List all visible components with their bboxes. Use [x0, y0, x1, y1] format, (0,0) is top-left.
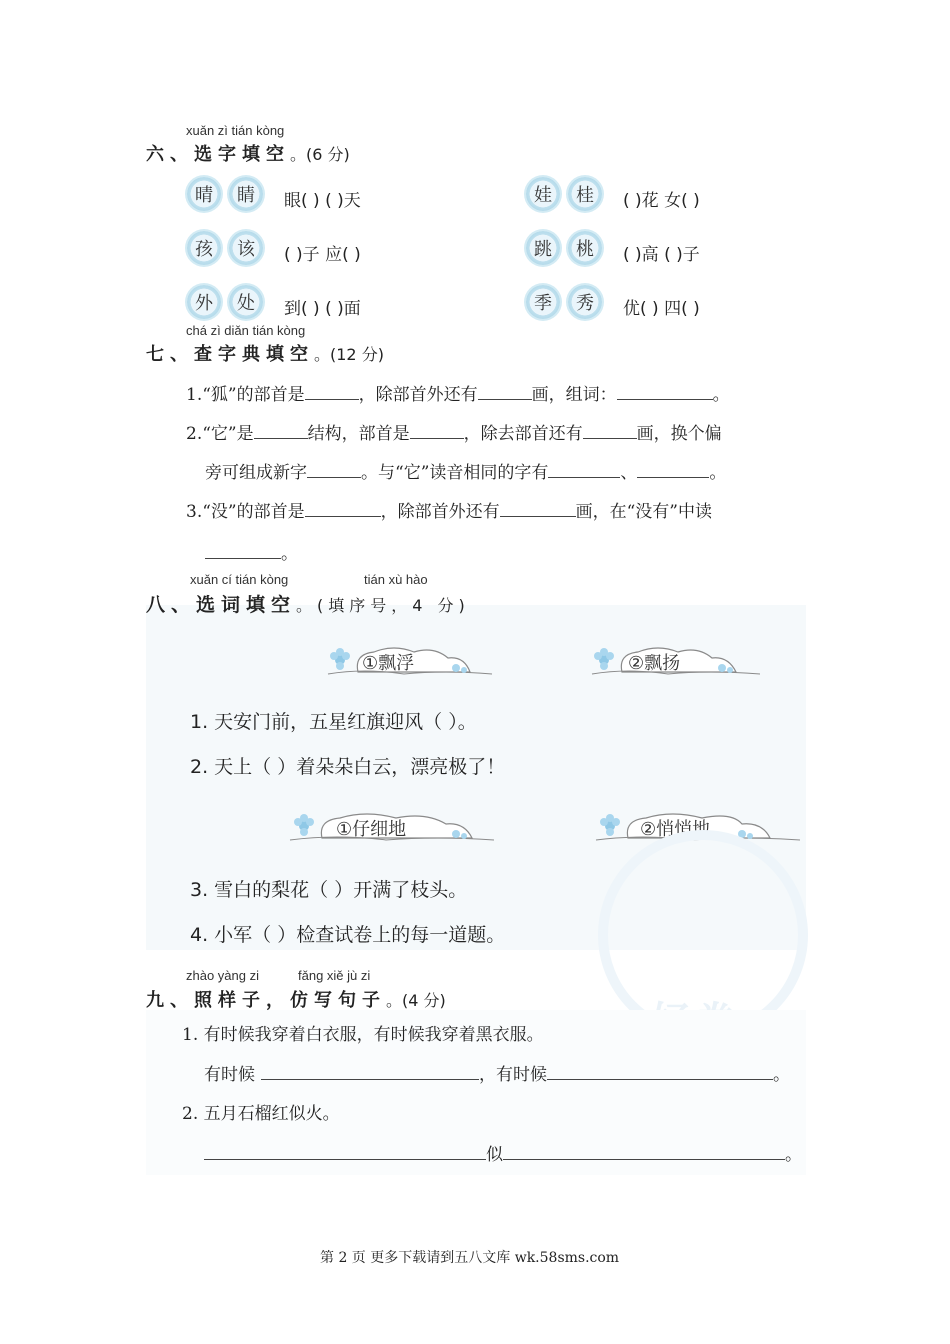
char: 娃 [534, 185, 552, 206]
char-flower [229, 285, 263, 319]
char-flower [187, 231, 221, 265]
section7-title [146, 340, 384, 366]
q-text: ，除部首外还有 [380, 502, 500, 522]
q-text: 画，组词： [531, 385, 617, 405]
page-footer: 第 2 页 更多下载请到五八文库 wk.58sms.com [320, 1250, 620, 1266]
answer-blank[interactable] [503, 1143, 785, 1160]
section9-example2: 2. 五月石榴红似火。 [182, 1104, 340, 1124]
fill-text: 优( ) 四( ) [623, 299, 700, 319]
answer-blank[interactable] [583, 422, 637, 439]
q-text: 。 [785, 1145, 802, 1165]
char: 季 [534, 293, 552, 314]
fill-text: 到( ) ( )面 [284, 299, 361, 319]
answer-blank[interactable] [500, 500, 576, 517]
answer-blank[interactable] [617, 383, 713, 400]
q-text: 。 [281, 544, 298, 564]
q-text: 似 [486, 1145, 503, 1165]
word-option: ①仔细地 [336, 819, 407, 840]
word-option: ②悄悄地 [640, 819, 711, 840]
q-text: 。 [773, 1065, 790, 1085]
fill-text: 眼( ) ( )天 [284, 191, 361, 211]
word-option: ①飘浮 [362, 653, 415, 674]
section6-pinyin: xuǎn zì tián kòng [186, 123, 285, 138]
q-text: 。 [712, 385, 730, 405]
q-text: 有时候 [204, 1065, 255, 1085]
char-flower [187, 285, 221, 319]
section6-title-text: 六、选字填空 [146, 144, 290, 165]
section9-example1: 1. 有时候我穿着白衣服，有时候我穿着黑衣服。 [182, 1025, 544, 1045]
q-text: 。 [709, 463, 727, 483]
q-text: ，除去部首还有 [463, 424, 583, 444]
answer-blank[interactable] [478, 383, 532, 400]
section9-pinyin-a: zhào yàng zi [186, 968, 259, 983]
section6-score: 。(6 分) [290, 145, 350, 164]
char: 处 [237, 293, 255, 314]
q-text: ，除部首外还有 [358, 385, 478, 405]
answer-blank[interactable] [205, 542, 281, 559]
word-card [588, 642, 763, 682]
section7-score: 。(12 分) [314, 345, 384, 364]
answer-blank[interactable] [410, 422, 464, 439]
char-flower [526, 231, 560, 265]
fill-text: ( )子 应( ) [284, 245, 361, 265]
section6-title [146, 140, 350, 166]
q-text: 。与“它”读音相同的字有 [361, 463, 549, 483]
word-option: ②飘扬 [628, 653, 681, 674]
answer-blank[interactable] [261, 1063, 479, 1080]
section9-pinyin-b: fǎng xiě jù zi [298, 968, 371, 983]
q-text: 画，在“没有”中读 [575, 502, 712, 522]
fill-text: ( )花 女( ) [623, 191, 700, 211]
section8-item: 3. 雪白的梨花（ ）开满了枝头。 [190, 879, 468, 901]
answer-blank[interactable] [305, 500, 381, 517]
section8-item: 1. 天安门前，五星红旗迎风（ ）。 [190, 711, 477, 733]
answer-blank[interactable] [204, 1143, 486, 1160]
q-text: ，有时候 [479, 1065, 547, 1085]
word-card [286, 808, 496, 848]
q-text: 3.“没”的部首是 [186, 502, 305, 522]
answer-blank[interactable] [307, 461, 361, 478]
section7-q2-cont [205, 458, 726, 483]
section8-item: 2. 天上（ ）着朵朵白云，漂亮极了！ [190, 756, 506, 778]
char: 跳 [534, 239, 552, 260]
answer-blank[interactable] [305, 383, 359, 400]
fill-text: ( )高 ( )子 [623, 245, 700, 265]
char: 孩 [195, 239, 213, 260]
q-text: 旁可组成新字 [205, 463, 307, 483]
section7-pinyin: chá zì diǎn tián kòng [186, 323, 306, 338]
char: 睛 [237, 185, 255, 206]
section8-item: 4. 小军（ ）检查试卷上的每一道题。 [190, 924, 506, 946]
q-text: 画，换个偏 [636, 424, 722, 444]
char-flower [187, 177, 221, 211]
answer-blank[interactable] [548, 461, 620, 478]
char: 该 [237, 239, 255, 260]
q-text: 2.“它”是 [186, 424, 254, 444]
char-flower [568, 231, 602, 265]
char: 桂 [576, 185, 594, 206]
section8-pinyin-b: tián xù hào [364, 572, 428, 587]
char: 晴 [195, 185, 213, 206]
section7-q2 [186, 419, 722, 444]
q-text: 结构，部首是 [307, 424, 410, 444]
q-text: 、 [620, 463, 638, 483]
section7-q3-cont [205, 539, 298, 564]
section8-title-text: 八、选词填空 [146, 594, 297, 616]
answer-blank[interactable] [637, 461, 709, 478]
char-flower [526, 285, 560, 319]
section8-pinyin-a: xuǎn cí tián kòng [190, 572, 289, 587]
char: 桃 [576, 239, 594, 260]
section7-q1 [186, 380, 730, 405]
char: 秀 [576, 293, 594, 314]
section9-score: 。(4 分) [386, 991, 446, 1010]
char-flower [526, 177, 560, 211]
answer-blank[interactable] [254, 422, 308, 439]
char-flower [568, 177, 602, 211]
answer-blank[interactable] [547, 1063, 773, 1080]
section9-title-text: 九、照样子，仿写句子 [146, 990, 386, 1011]
char: 外 [195, 293, 213, 314]
word-card [324, 642, 494, 682]
section7-q3 [186, 497, 712, 522]
section9-answer1 [204, 1060, 790, 1085]
section7-title-text: 七、查字典填空 [146, 344, 314, 365]
q-text: 1.“狐”的部首是 [186, 385, 305, 405]
section8-title [146, 590, 470, 617]
section9-title [146, 986, 446, 1012]
char-flower [229, 177, 263, 211]
section8-score: 。(填序号，4 分) [296, 596, 470, 615]
section9-answer2 [204, 1140, 802, 1165]
char-flower [229, 231, 263, 265]
char-flower [568, 285, 602, 319]
